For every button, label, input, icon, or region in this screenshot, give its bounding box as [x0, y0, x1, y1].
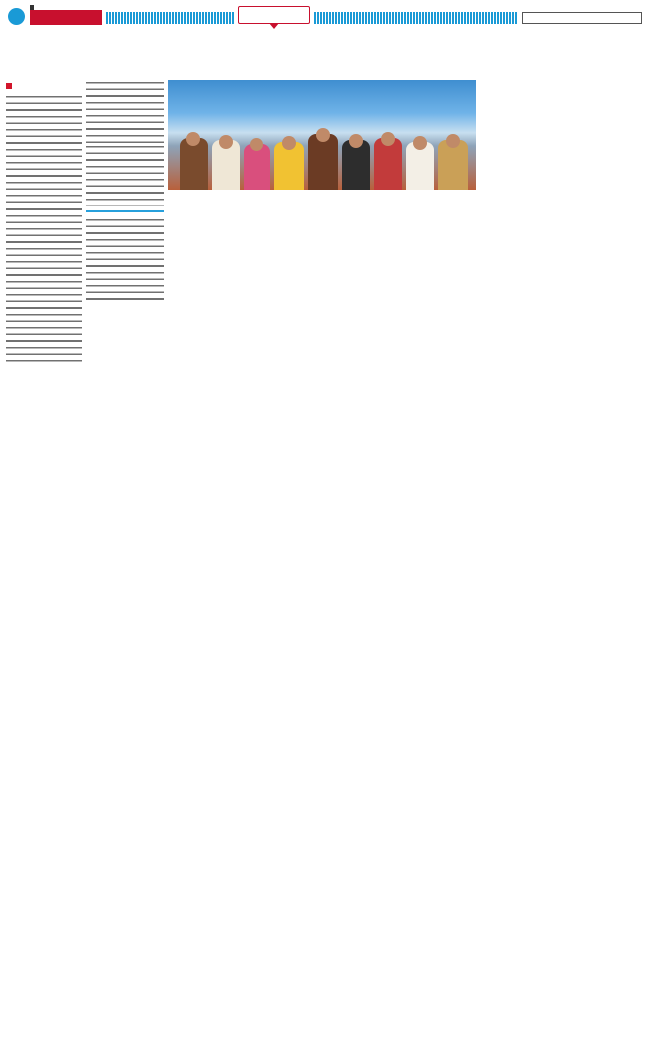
main-story-bullet	[6, 80, 82, 91]
person-head	[413, 136, 427, 150]
blue-divider	[86, 210, 164, 212]
person-head	[349, 134, 363, 148]
brand-logo	[30, 10, 102, 25]
main-story-col-1	[6, 80, 82, 366]
person-head	[446, 134, 460, 148]
header-stripe-left	[106, 12, 234, 24]
header-stripe-right	[314, 12, 518, 24]
page-number-badge	[8, 8, 25, 25]
main-story-body-3	[86, 146, 164, 206]
person-head	[219, 135, 233, 149]
person-head	[282, 136, 296, 150]
dateline-box	[522, 12, 642, 24]
person-head	[250, 138, 263, 151]
person-figure	[308, 134, 338, 190]
masthead	[8, 6, 642, 26]
person-head	[316, 128, 330, 142]
main-story-col-2	[86, 80, 164, 303]
person-head	[381, 132, 395, 146]
main-story-body-4	[86, 219, 164, 303]
section-tag	[238, 6, 310, 24]
main-story-body-2	[86, 82, 164, 144]
festival-photo	[168, 80, 476, 190]
main-story-body-1	[6, 96, 82, 366]
person-head	[186, 132, 200, 146]
bullet-square-icon	[6, 83, 12, 89]
